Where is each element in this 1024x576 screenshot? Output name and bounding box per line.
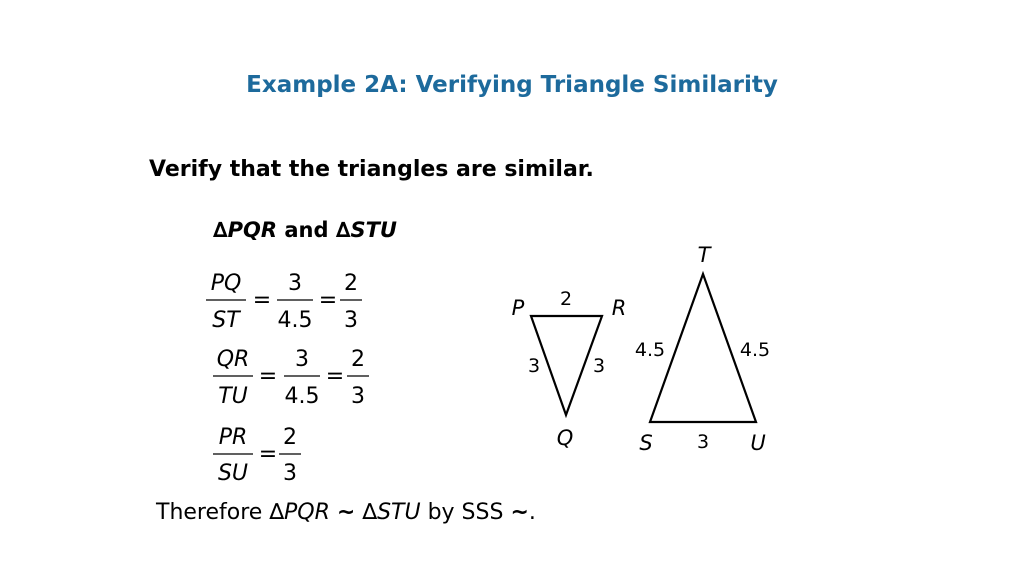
triangle-stu-name: STU	[377, 500, 421, 525]
ratio-numerator: PR	[218, 425, 248, 450]
conclusion-end: .	[528, 500, 536, 525]
vertex-label-s: S	[639, 431, 653, 455]
conclusion-statement	[156, 500, 536, 525]
ratio-denominator: 4.5	[277, 308, 313, 333]
triangle-pqr-name: PQR	[284, 500, 330, 525]
similar-symbol: ~	[510, 500, 529, 525]
ratio-numerator: 2	[351, 347, 365, 372]
ratio-denominator: 3	[344, 308, 358, 333]
side-length-qr: 3	[592, 355, 606, 377]
ratio-pq-st	[206, 271, 362, 333]
equals-sign: =	[258, 442, 278, 467]
problem-prompt: Verify that the triangles are similar.	[149, 157, 594, 182]
ratio-qr-tu	[213, 347, 369, 409]
ratio-denominator: SU	[217, 461, 249, 486]
side-length-pr: 2	[559, 288, 573, 310]
equals-sign: =	[252, 288, 272, 313]
delta-symbol: ∆	[362, 500, 378, 525]
triangle-pqr-shape	[531, 316, 602, 415]
delta-symbol: ∆	[269, 500, 285, 525]
side-length-pq: 3	[527, 355, 541, 377]
ratio-numerator: QR	[216, 347, 250, 372]
equals-sign: =	[325, 364, 345, 389]
ratio-denominator: ST	[212, 308, 240, 333]
side-length-st: 4.5	[634, 339, 666, 361]
ratio-numerator: 3	[295, 347, 309, 372]
delta-symbol: ∆	[213, 218, 228, 242]
vertex-label-r: R	[611, 296, 627, 320]
triangle-stu	[635, 243, 770, 455]
equals-sign: =	[318, 288, 338, 313]
ratio-denominator: TU	[218, 384, 248, 409]
side-length-tu: 4.5	[739, 339, 771, 361]
triangle-pqr-name: PQR	[227, 218, 278, 242]
vertex-label-q: Q	[556, 426, 574, 450]
vertex-label-t: T	[697, 243, 711, 267]
ratio-denominator: 3	[351, 384, 365, 409]
conclusion-by: by SSS	[420, 500, 511, 525]
slide-title: Example 2A: Verifying Triangle Similarity	[246, 72, 778, 98]
ratio-pr-su	[213, 425, 301, 486]
triangle-stu-name: STU	[350, 218, 397, 242]
ratio-numerator: 2	[344, 271, 358, 296]
equals-sign: =	[258, 364, 278, 389]
similar-symbol: ~	[336, 500, 356, 525]
delta-symbol: ∆	[335, 218, 351, 242]
triangle-pqr	[512, 288, 627, 450]
vertex-label-p: P	[511, 296, 525, 320]
vertex-label-u: U	[750, 431, 766, 455]
conjunction-text: and	[284, 218, 329, 242]
ratio-denominator: 3	[283, 461, 297, 486]
ratio-denominator: 4.5	[284, 384, 320, 409]
conclusion-prefix: Therefore	[156, 500, 270, 525]
ratio-numerator: 3	[288, 271, 302, 296]
ratio-numerator: PQ	[210, 271, 242, 296]
ratio-numerator: 2	[283, 425, 297, 450]
side-length-su: 3	[696, 431, 710, 453]
